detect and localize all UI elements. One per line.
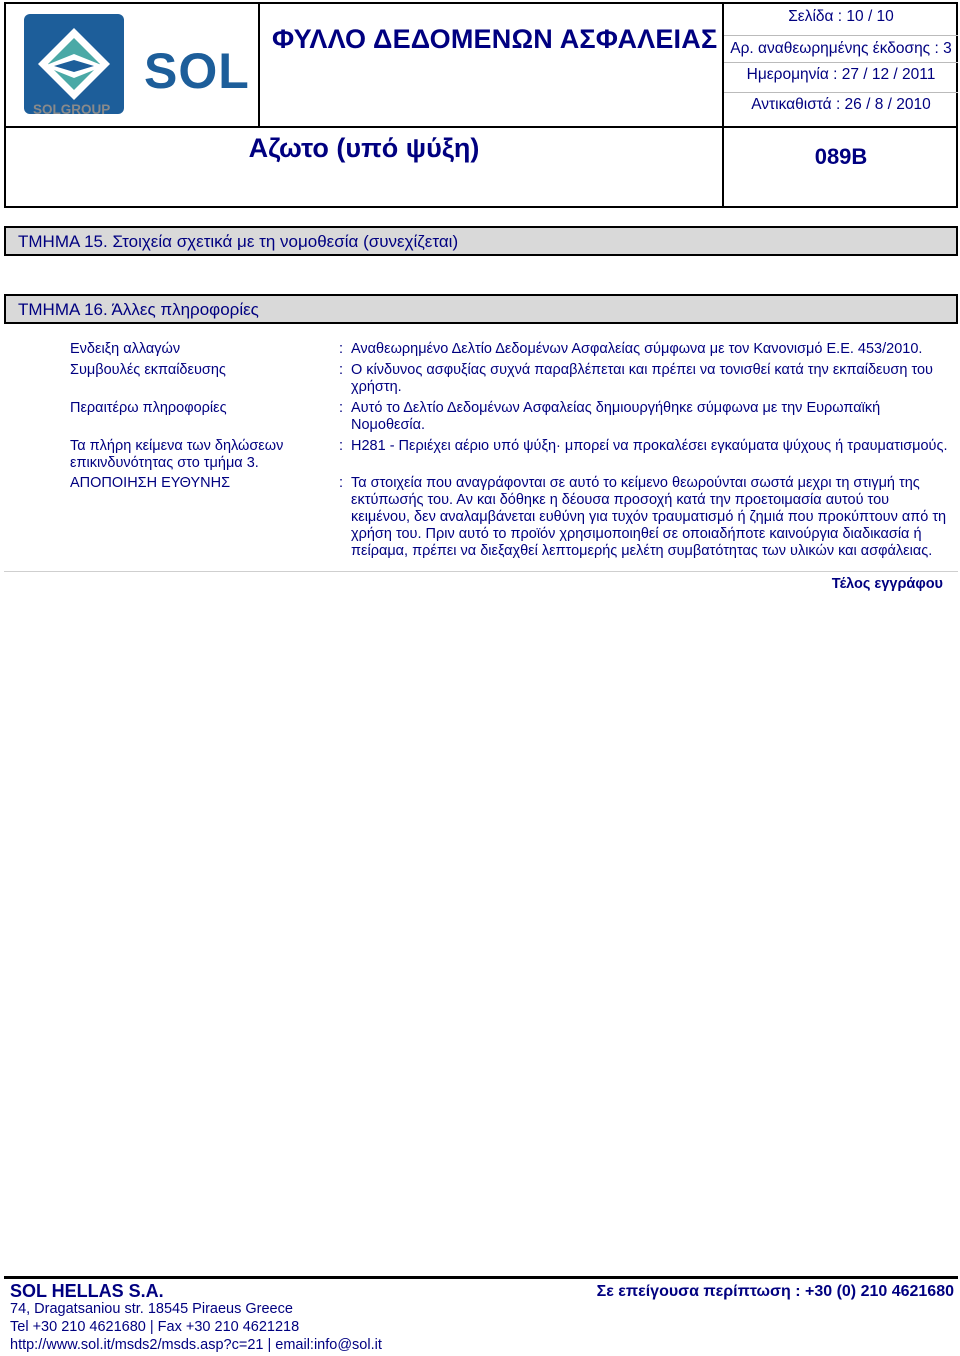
footer-rule	[4, 1276, 958, 1279]
product-code: 089B	[814, 144, 868, 169]
logo-cell	[6, 4, 260, 128]
further-info-label: Περαιτέρω πληροφορίες	[70, 400, 227, 416]
row-colon: :	[339, 475, 344, 491]
row-colon: :	[339, 438, 344, 454]
disclaimer-label: ΑΠΟΠΟΙΗΣΗ ΕΥΘΥΝΗΣ	[70, 475, 231, 491]
changes-label: Ενδειξη αλλαγών	[70, 341, 181, 357]
product-cell	[6, 128, 722, 208]
changes-value: Αναθεωρημένο Δελτίο Δεδομένων Ασφαλείας σύμφωνα με τον Κανονισμό Ε.Ε. 453/2010.	[351, 341, 923, 357]
document-title: ΦΥΛΛΟ ΔΕΔΟΜΕΝΩΝ ΑΣΦΑΛΕΙΑΣ	[272, 24, 718, 54]
product-name: Αζωτο (υπό ψύξη)	[248, 133, 480, 163]
emergency-phone: Σε επείγουσα περίπτωση : +30 (0) 210 4621680	[596, 1283, 954, 1300]
logo-text: SOL	[144, 43, 250, 99]
section-15-heading	[4, 226, 958, 256]
logo-group-text: SOLGROUP	[33, 102, 111, 117]
row-colon: :	[339, 400, 344, 416]
info-divider	[724, 35, 958, 36]
sol-logo-icon	[24, 14, 124, 114]
section-15-title: ΤΜΗΜΑ 15. Στοιχεία σχετικά με τη νομοθεσία (συνεχίζεται)	[18, 232, 459, 251]
company-web-email[interactable]: http://www.sol.it/msds2/msds.asp?c=21 | email:info@sol.it	[10, 1337, 382, 1353]
product-code-cell	[722, 128, 956, 208]
row-colon: :	[339, 362, 344, 378]
hazard-statements-value: H281 - Περιέχει αέριο υπό ψύξη· μπορεί να προκαλέσει εγκαύματα ψύχους ή τραυματισμούς.	[351, 438, 948, 454]
company-phone-fax: Tel +30 210 4621680 | Fax +30 210 4621218	[10, 1319, 300, 1335]
row-colon: :	[339, 341, 344, 357]
further-info-value: Αυτό το Δελτίο Δεδομένων Ασφαλείας δημιουργήθηκε σύμφωνα με την Ευρωπαϊκή Νομοθεσία.	[351, 400, 881, 433]
document-info	[722, 4, 956, 128]
end-of-document: Τέλος εγγράφου	[831, 576, 943, 592]
revision-number: Αρ. αναθεωρημένης έκδοσης : 3	[730, 40, 952, 57]
issue-date: Ημερομηνία : 27 / 12 / 2011	[746, 66, 936, 83]
supersedes-date: Αντικαθιστά : 26 / 8 / 2010	[751, 96, 931, 113]
info-divider	[724, 62, 958, 63]
hazard-statements-label: Τα πλήρη κείμενα των δηλώσεων επικινδυνότητας στο τμήμα 3.	[70, 438, 284, 471]
training-label: Συμβουλές εκπαίδευσης	[70, 362, 226, 378]
page-number: Σελίδα : 10 / 10	[788, 8, 894, 25]
section-16-title: ΤΜΗΜΑ 16. Άλλες πληροφορίες	[18, 300, 259, 319]
document-header	[4, 2, 958, 208]
title-cell	[260, 4, 724, 128]
content-divider	[4, 571, 958, 572]
section-16-heading	[4, 294, 958, 324]
company-address: 74, Dragatsaniou str. 18545 Piraeus Greece	[10, 1301, 293, 1317]
training-value: Ο κίνδυνος ασφυξίας συχνά παραβλέπεται και πρέπει να τονισθεί κατά την εκπαίδευση του χρήστη.	[351, 362, 933, 395]
disclaimer-value: Τα στοιχεία που αναγράφονται σε αυτό το κείμενο θεωρούνται σωστά μεχρι τη στιγμή της εκτύπωσής του. Αν και δόθηκε η δέουσα προσοχή κατά την προετοιμασία αυτού του κειμένου, δεν αναλαμβάνεται ευθύνη για τυχόν τραυματισμό ή ζημιά που προκύπτουν από τη χρήση του. Πριν αυτό το προϊόν χρησιμοποιηθεί σε οποιαδήποτε καινούργια διαδικασία ή πείραμα, πρέπει να διεξαχθεί λεπτομερής μελέτη συμβατότητας των υλικών και ασφάλειας.	[351, 475, 947, 559]
info-divider	[724, 92, 958, 93]
company-name: SOL HELLAS S.A.	[10, 1281, 164, 1301]
